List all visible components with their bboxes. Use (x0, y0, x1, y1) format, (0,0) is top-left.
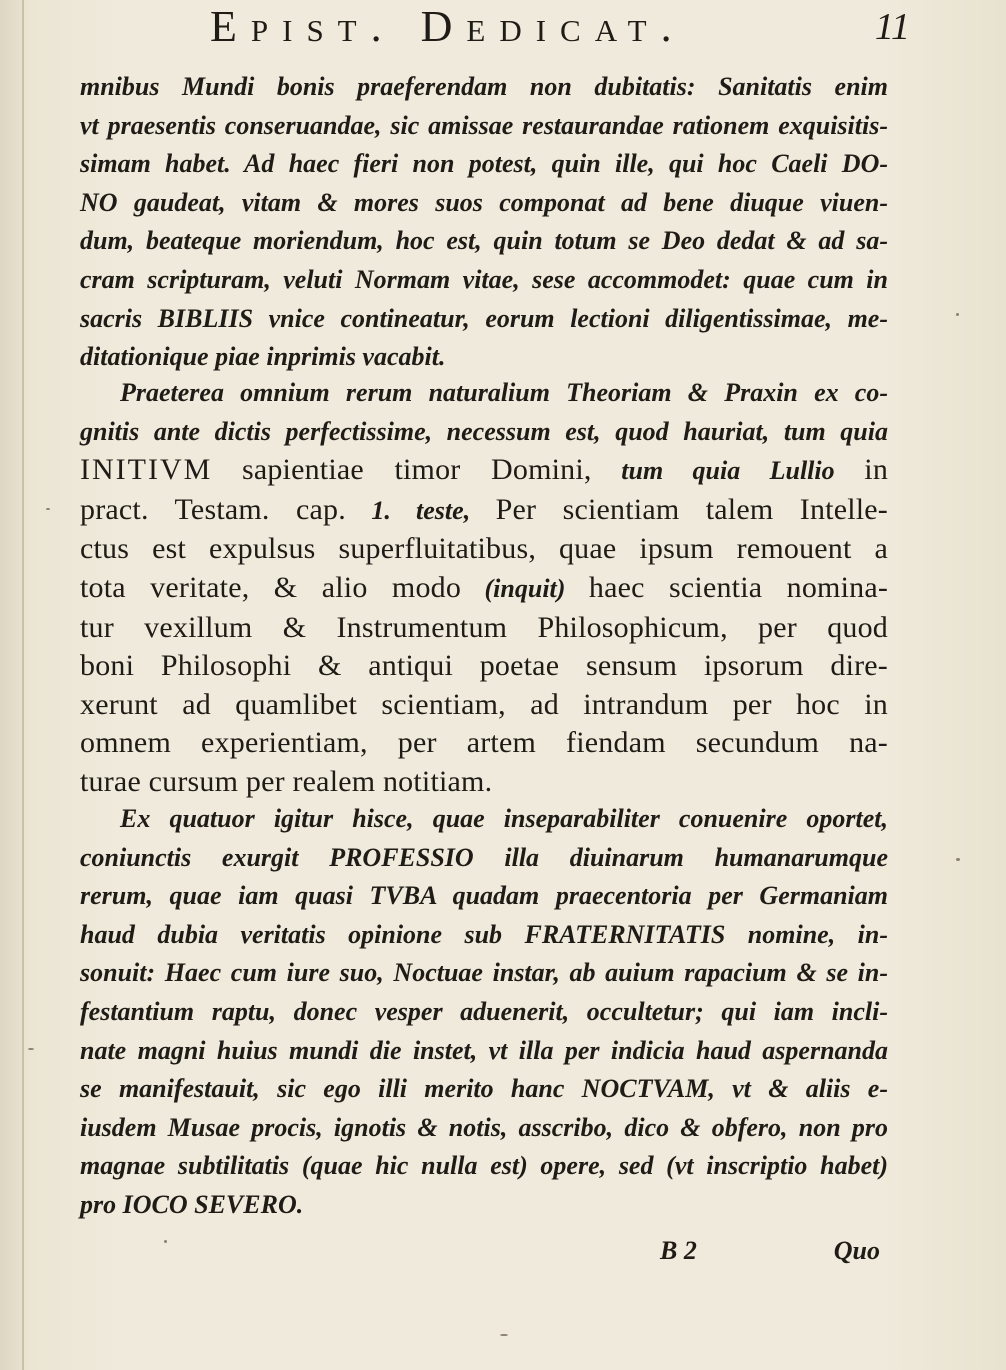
text-line: simam habet. Ad haec fieri non potest, quin ille, qui hoc Caeli DO- (80, 149, 888, 179)
text-line: gnitis ante dictis perfectissime, necessum est, quod hauriat, tum quia (80, 416, 888, 446)
text-line (80, 491, 888, 531)
text-line: nate magni huius mundi die instet, vt illa per indicia haud aspernanda (80, 1035, 888, 1065)
text-line: dum, beateque moriendum, hoc est, quin totum se Deo dedat & ad sa- (80, 226, 888, 256)
text-line: sonuit: Haec cum iure suo, Noctuae instar, ab auium rapacium & se in- (80, 958, 888, 988)
text-line: Praeterea omnium rerum naturalium Theoriam & Praxin ex co- (120, 378, 888, 407)
text-line: ctus est expulsus superfluitatibus, quae ipsum remouent a (80, 532, 888, 566)
text-line: cram scripturam, veluti Normam vitae, sese accommodet: quae cum in (80, 264, 888, 294)
text-line: omnem experientiam, per artem fiendam secundum na- (80, 726, 888, 760)
text-line: coniunctis exurgit PROFESSIO illa diuinarum humanarumque (80, 842, 888, 872)
text-line: rerum, quae iam quasi TVBA quadam praecentoria per Germaniam (80, 881, 888, 911)
ink-speck (500, 1334, 508, 1336)
ink-speck (956, 858, 960, 861)
running-header (90, 2, 910, 51)
paragraph-1 (80, 68, 888, 377)
binding-gutter (22, 0, 24, 1370)
text-span: Per scientiam talem Intelle- (495, 492, 888, 526)
text-line: magnae subtilitatis (quae hic nulla est) opere, sed (vt inscriptio habet) (80, 1151, 888, 1181)
text-line: ditationique piae inprimis vacabit. (80, 342, 446, 372)
text-line: boni Philosophi & antiqui poetae sensum ipsorum dire- (80, 649, 888, 683)
ink-speck (46, 508, 50, 510)
ink-speck (28, 1048, 34, 1050)
text-line: iusdem Musae procis, ignotis & notis, asscribo, dico & obfero, non pro (80, 1112, 888, 1142)
text-span: haec scientia nomina- (588, 570, 889, 604)
ink-speck (164, 1240, 167, 1243)
text-line: sacris BIBLIIS vnice contineatur, eorum lectioni diligentissimae, me- (80, 303, 888, 333)
signature-mark: B 2 (660, 1236, 697, 1265)
text-line: Ex quatuor igitur hisce, quae inseparabiliter conuenire oportet, (120, 804, 888, 833)
text-span: sapientiae timor Domini, (241, 453, 592, 487)
text-span: in (864, 453, 889, 487)
text-line: NO gaudeat, vitam & mores suos componat ad bene diuque viuen- (80, 187, 888, 217)
text-line: haud dubia veritatis opinione sub FRATERNITATIS nomine, in- (80, 919, 888, 949)
paragraph-3 (80, 800, 888, 1225)
text-line: se manifestauit, sic ego illi merito hanc NOCTVAM, vt & aliis e- (80, 1074, 888, 1104)
catchword: Quo (833, 1236, 880, 1265)
text-line: xerunt ad quamlibet scientiam, ad intrandum per hoc in (80, 687, 888, 721)
text-line: vt praesentis conseruandae, sic amissae restaurandae rationem exquisitis- (80, 110, 888, 140)
ink-speck (956, 313, 959, 316)
text-line (80, 451, 888, 491)
page-number: 11 (874, 6, 910, 48)
text-span: tum quia Lullio (621, 456, 835, 486)
text-span: 1. teste, (371, 495, 471, 525)
text-line: turae cursum per realem notitiam. (80, 764, 493, 798)
page-footer (640, 1236, 890, 1272)
running-title: Epist. Dedicat. (210, 2, 686, 51)
paragraph-2 (80, 374, 888, 802)
text-span: (inquit) (484, 573, 566, 603)
text-span: tota veritate, & alio modo (80, 570, 462, 604)
text-span: pract. Testam. cap. (80, 492, 346, 526)
text-line: pro IOCO SEVERO. (80, 1189, 304, 1219)
text-line (80, 569, 888, 609)
text-line: mnibus Mundi bonis praeferendam non dubitatis: Sanitatis enim (80, 72, 888, 101)
initium-word: INITIVM (80, 453, 213, 487)
text-line: tur vexillum & Instrumentum Philosophicum, per quod (80, 610, 888, 644)
text-line: festantium raptu, donec vesper aduenerit, occultetur; qui iam incli- (80, 996, 888, 1026)
